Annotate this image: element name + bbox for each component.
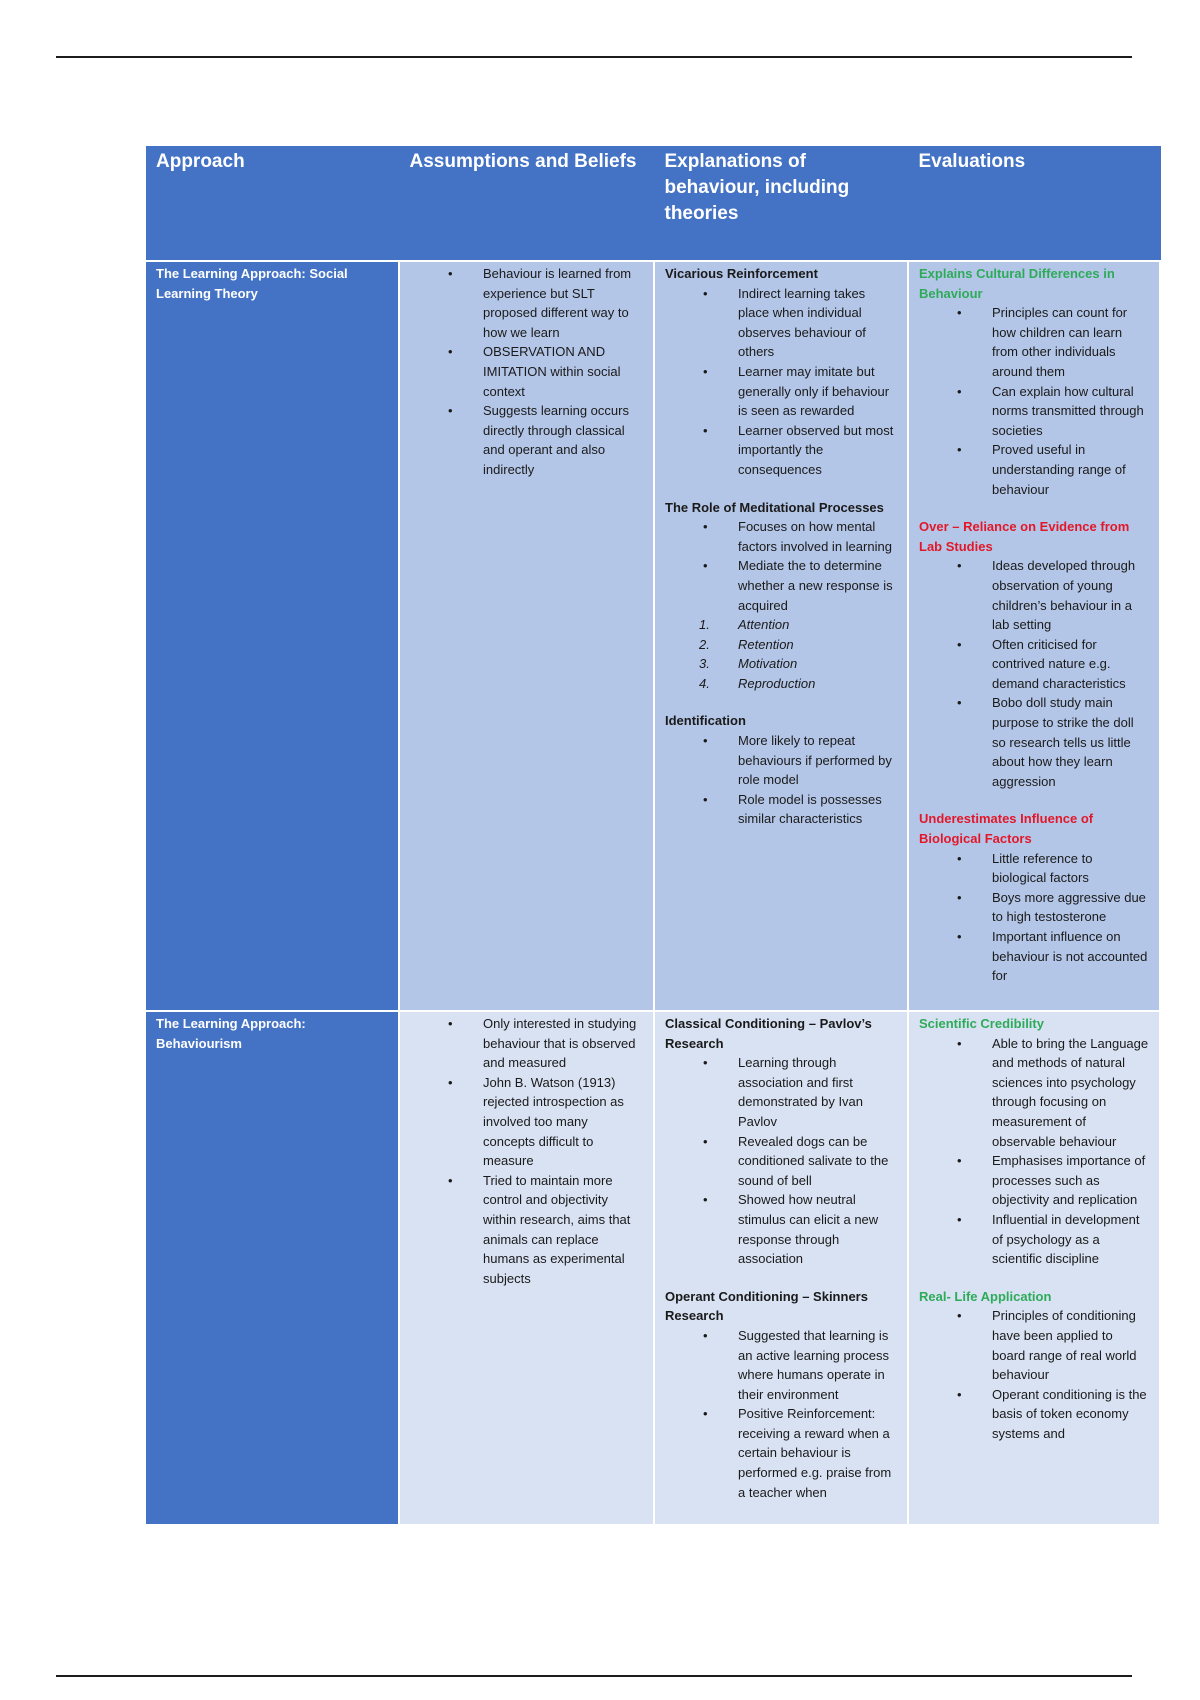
section-heading: Identification [665,713,746,729]
evaluation-heading: Underestimates Influence of Biological Factors [919,811,1094,847]
header-approach: Approach [146,146,399,261]
item-number: 4. [699,675,710,691]
item-number: 1. [699,617,710,633]
list-item: • Suggests learning occurs directly through classical and operant and also indirectly [410,401,643,479]
item-number: 2. [699,636,710,652]
list-item: • OBSERVATION AND IMITATION within social context [410,342,643,401]
list-item: • Can explain how cultural norms transmitted through societies [919,382,1149,441]
list-item: • Role model is possesses similar characteristics [665,790,897,829]
numbered-item [665,654,897,674]
list-item: • Principles of conditioning have been applied to board range of real world behaviour [919,1306,1149,1384]
table-row [146,261,1160,1011]
evaluation-heading: Over – Reliance on Evidence from Lab Studies [919,519,1130,554]
header-evaluations: Evaluations [908,146,1160,261]
list-item: • Suggested that learning is an active learning process where humans operate in their environment [665,1326,897,1404]
list-item: • Mediate the to determine whether a new response is acquired [665,556,897,615]
header-assumptions: Assumptions and Beliefs [399,146,654,261]
list-item: • Able to bring the Language and methods of natural sciences into psychology through focusing on measurement of observable behaviour [919,1034,1149,1152]
page-top-rule [56,56,1132,58]
list-item: • Little reference to biological factors [919,849,1149,888]
list-item: • Ideas developed through observation of young children’s behaviour in a lab setting [919,556,1149,634]
list-item: • Showed how neutral stimulus can elicit a new response through association [665,1190,897,1268]
list-item: • Influential in development of psychology as a scientific discipline [919,1210,1149,1269]
numbered-item [665,674,897,694]
list-item: • Boys more aggressive due to high testosterone [919,888,1149,927]
item-text: Retention [738,636,794,652]
list-item: • Important influence on behaviour is not accounted for [919,927,1149,986]
list-item: • Learning through association and first demonstrated by Ivan Pavlov [665,1053,897,1131]
list-item: • Principles can count for how children can learn from other individuals around them [919,303,1149,381]
section-heading: The Role of Meditational Processes [665,499,884,515]
list-item: • Tried to maintain more control and objectivity within research, aims that animals can replace humans as experimental subjects [410,1171,643,1289]
list-item: • More likely to repeat behaviours if performed by role model [665,731,897,790]
approach-cell: The Learning Approach: Behaviourism [146,1011,399,1524]
approaches-table [146,146,1161,1524]
list-item: • Emphasises importance of processes such as objectivity and replication [919,1151,1149,1210]
item-text: Attention [738,617,790,633]
assumptions-cell [399,1011,654,1524]
approach-cell: The Learning Approach: Social Learning Theory [146,261,399,1011]
list-item: • John B. Watson (1913) rejected introspection as involved too many concepts difficult to measure [410,1073,643,1171]
section-heading: Operant Conditioning – Skinners Research [665,1288,868,1324]
table-row [146,1011,1160,1524]
list-item: • Operant conditioning is the basis of token economy systems and [919,1385,1149,1444]
list-item: • Positive Reinforcement: receiving a reward when a certain behaviour is performed e.g. praise from a teacher when [665,1404,897,1502]
explanations-cell [654,1011,908,1524]
list-item: • Only interested in studying behaviour that is observed and measured [410,1014,643,1073]
item-text: Motivation [738,656,798,672]
evaluation-heading: Real- Life Application [919,1288,1052,1304]
evaluation-heading: Explains Cultural Differences in Behaviour [919,266,1115,301]
evaluations-cell [908,1011,1160,1524]
item-number: 3. [699,656,710,672]
list-item: • Behaviour is learned from experience but SLT proposed different way to how we learn [410,264,643,342]
numbered-item [665,635,897,655]
list-item: • Learner observed but most importantly the consequences [665,421,897,480]
evaluations-cell [908,261,1160,1011]
list-item: • Often criticised for contrived nature e.g. demand characteristics [919,635,1149,694]
section-heading: Classical Conditioning – Pavlov’s Research [665,1016,872,1051]
section-heading: Vicarious Reinforcement [665,266,818,281]
list-item: • Learner may imitate but generally only if behaviour is seen as rewarded [665,362,897,421]
list-item: • Proved useful in understanding range of behaviour [919,440,1149,499]
header-explanations: Explanations of behaviour, including theories [654,146,908,261]
list-item: • Bobo doll study main purpose to strike the doll so research tells us little about how they learn aggression [919,693,1149,791]
page-bottom-rule [56,1675,1132,1677]
table-header-row [146,146,1160,261]
assumptions-cell [399,261,654,1011]
evaluation-heading: Scientific Credibility [919,1016,1044,1031]
item-text: Reproduction [738,675,816,691]
list-item: • Indirect learning takes place when individual observes behaviour of others [665,284,897,362]
list-item: • Focuses on how mental factors involved in learning [665,517,897,556]
explanations-cell [654,261,908,1011]
list-item: • Revealed dogs can be conditioned salivate to the sound of bell [665,1132,897,1191]
numbered-item [665,615,897,635]
